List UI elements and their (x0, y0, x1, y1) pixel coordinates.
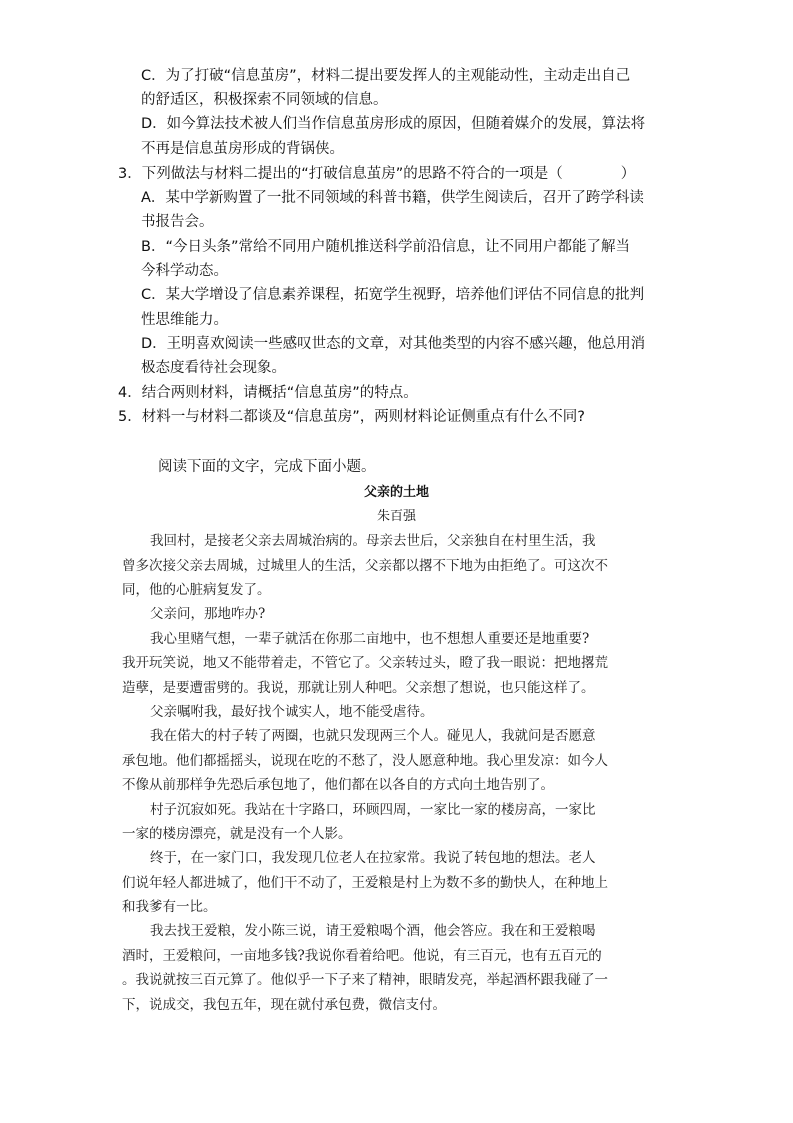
story-line: 我去找王爱粮，发小陈三说，请王爱粮喝个酒，他会答应。我在和王爱粮喝 (150, 923, 596, 939)
story-line: 村子沉寂如死。我站在十字路口，环顾四周，一家比一家的楼房高，一家比 (150, 802, 596, 818)
story-author: 朱百强 (376, 509, 416, 524)
q3-stem-text: 3．下列做法与材料二提出的“打破信息茧房”的思路不符合的一项是（ (118, 166, 563, 182)
story-line: 我开玩笑说，地又不能带着走，不管它了。父亲转过头，瞪了我一眼说：把地撂荒 (122, 655, 608, 671)
story-line: 下，说成交，我包五年，现在就付承包费，微信支付。 (122, 997, 446, 1013)
question-4: 4．结合两则材料，请概括“信息茧房”的特点。 (118, 385, 418, 401)
story-line: 不像从前那样争先恐后承包地了，他们都在以各自的方式向土地告别了。 (122, 777, 554, 793)
q2-option-d-line2: 不再是信息茧房形成的背锅侠。 (141, 141, 344, 157)
q3-option-b-line2: 今科学动态。 (141, 263, 228, 279)
q3-option-c-line2: 性思维能力。 (141, 312, 228, 328)
story-line: 父亲问，那地咋办? (150, 606, 266, 622)
story-line: 一家的楼房漂亮，就是没有一个人影。 (122, 826, 352, 842)
reading-intro: 阅读下面的文字，完成下面小题。 (158, 459, 376, 475)
q3-option-b-line1: B．“今日头条”常给不同用户随机推送科学前沿信息，让不同用户都能了解当 (141, 239, 630, 255)
q3-bracket-close: ） (620, 166, 636, 182)
story-line: 我在偌大的村子转了两圈，也就只发现两三个人。碰见人，我就问是否愿意 (150, 728, 596, 744)
story-line: 我心里赌气想，一辈子就活在你那二亩地中，也不想想人重要还是地重要? (150, 631, 590, 647)
story-line: 终于，在一家门口，我发现几位老人在拉家常。我说了转包地的想法。老人 (150, 850, 596, 866)
q2-option-c-line2: 的舒适区，积极探索不同领域的信息。 (141, 92, 388, 108)
q3-option-c-line1: C．某大学增设了信息素养课程，拓宽学生视野，培养他们评估不同信息的批判 (141, 287, 645, 303)
story-line: 。我说就按三百元算了。他似乎一下子来了精神，眼睛发亮，举起酒杯跟我碰了一 (122, 972, 608, 988)
question-5: 5．材料一与材料二都谈及“信息茧房”，两则材料论证侧重点有什么不同? (118, 409, 585, 425)
q3-option-a-line1: A．某中学新购置了一批不同领域的科普书籍，供学生阅读后，召开了跨学科读 (141, 190, 644, 206)
story-title: 父亲的土地 (363, 485, 429, 500)
story-line: 父亲嘱咐我，最好找个诚实人，地不能受虐待。 (150, 704, 434, 720)
story-line: 同，他的心脏病复发了。 (122, 582, 271, 598)
story-line: 酒时，王爱粮问，一亩地多钱?我说你看着给吧。他说，有三百元，也有五百元的 (122, 948, 602, 964)
q3-option-d-line1: D．王明喜欢阅读一些感叹世态的文章，对其他类型的内容不感兴趣，他总用消 (141, 336, 646, 352)
story-line: 和我爹有一比。 (122, 899, 217, 915)
q2-option-d-line1: D．如今算法技术被人们当作信息茧房形成的原因，但随着媒介的发展，算法将 (141, 116, 646, 132)
story-line: 曾多次接父亲去周城，过城里人的生活，父亲都以撂不下地为由拒绝了。可这次不 (122, 558, 608, 574)
story-line: 我回村，是接老父亲去周城治病的。母亲去世后，父亲独自在村里生活，我 (150, 533, 596, 549)
q3-option-a-line2: 书报告会。 (141, 214, 214, 230)
story-line: 承包地。他们都摇摇头，说现在吃的不愁了，没人愿意种地。我心里发凉：如今人 (122, 753, 608, 769)
story-line: 造孽，是要遭雷劈的。我说，那就让别人种吧。父亲想了想说，也只能这样了。 (122, 680, 595, 696)
q2-option-c-line1: C．为了打破“信息茧房”，材料二提出要发挥人的主观能动性，主动走出自己 (141, 68, 631, 84)
story-line: 们说年轻人都进城了，他们干不动了，王爱粮是村上为数不多的勤快人，在种地上 (122, 875, 608, 891)
q3-stem (118, 164, 688, 184)
q3-option-d-line2: 极态度看待社会现象。 (141, 360, 286, 376)
